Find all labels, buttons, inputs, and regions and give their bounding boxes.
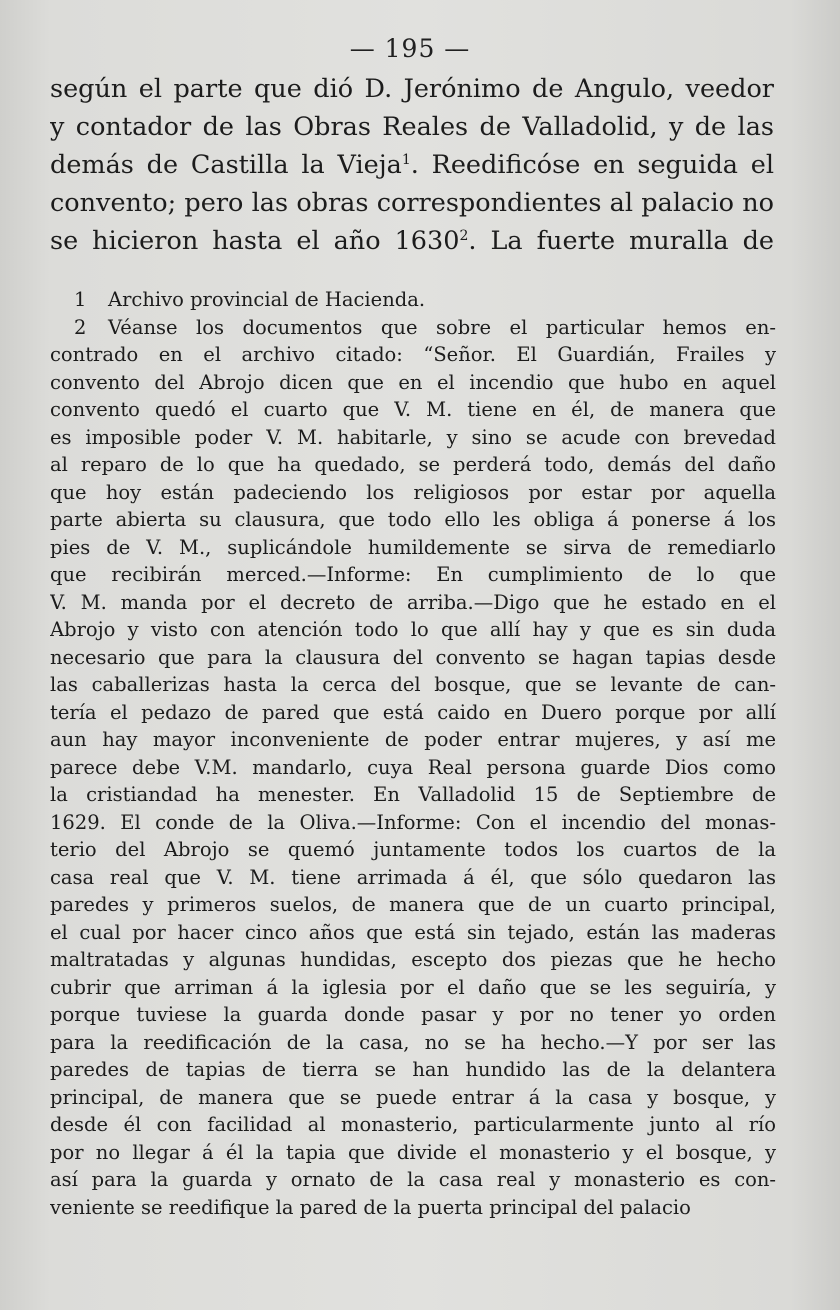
footnote-line: necesario que para la clausura del convento se hagan tapias desde <box>50 645 776 669</box>
footnote-line: paredes y primeros suelos, de manera que de un cuarto principal, <box>50 893 776 916</box>
footnote-marker: 1 <box>401 151 411 168</box>
text-line: convento; pero las obras correspondientes al palacio no <box>50 188 774 218</box>
footnote-line: convento quedó el cuarto que V. M. tiene en él, de manera que <box>50 398 776 421</box>
footnote-marker: 2 <box>459 227 469 244</box>
text-segment: demás de Castilla la Vieja <box>50 150 402 180</box>
text-line <box>50 222 774 260</box>
footnote-text: Véanse los documentos que sobre el particular hemos en- <box>108 315 776 339</box>
footnote-line: para la reedificación de la casa, no se ha hecho.—Y por ser las <box>50 1030 776 1054</box>
footnote-line: la cristiandad ha menester. En Valladolid 15 de Septiembre de <box>50 783 776 806</box>
text-segment: . La fuerte muralla de <box>468 226 774 256</box>
footnotes <box>50 286 776 1221</box>
footnote-line: que hoy están padeciendo los religiosos por estar por aquella <box>50 480 776 504</box>
footnote-line: Abrojo y visto con atención todo lo que allí hay y que es sin duda <box>50 618 776 641</box>
footnote-line: aun hay mayor inconveniente de poder entrar mujeres, y así me <box>50 728 776 751</box>
footnote-line: al reparo de lo que ha quedado, se perderá todo, demás del daño <box>50 453 776 476</box>
footnote-2 <box>50 314 776 1222</box>
text-line: y contador de las Obras Reales de Valladolid, y de las <box>50 112 774 142</box>
footnote-line: que recibirán merced.—Informe: En cumplimiento de lo que <box>50 563 776 586</box>
footnote-line: así para la guarda y ornato de la casa real y monasterio es con- <box>50 1168 776 1191</box>
footnote-line: el cual por hacer cinco años que está sin tejado, están las maderas <box>50 920 776 944</box>
text-line: según el parte que dió D. Jerónimo de Angulo, veedor <box>50 74 774 104</box>
footnote-number: 1 <box>74 288 87 311</box>
footnote-line: contrado en el archivo citado: “Señor. El Guardián, Frailes y <box>50 343 776 366</box>
text-segment: se hicieron hasta el año 1630 <box>50 226 460 256</box>
main-text <box>50 70 774 260</box>
footnote-line: casa real que V. M. tiene arrimada á él, que sólo quedaron las <box>50 865 776 889</box>
footnote-line: porque tuviese la guarda donde pasar y por no tener yo orden <box>50 1003 776 1026</box>
footnote-line: terio del Abrojo se quemó juntamente todos los cuartos de la <box>50 838 776 861</box>
footnote-line: 1629. El conde de la Oliva.—Informe: Con el incendio del monas- <box>50 810 776 834</box>
page-number: — 195 — <box>349 34 471 63</box>
footnote-line: desde él con facilidad al monasterio, particularmente junto al río <box>50 1113 776 1136</box>
footnote-line <box>50 314 776 342</box>
footnote-text: Archivo provincial de Hacienda. <box>108 288 426 311</box>
footnote-number: 2 <box>74 315 87 339</box>
footnote-1 <box>50 286 776 314</box>
footnote-line: maltratadas y algunas hundidas, escepto dos piezas que he hecho <box>50 948 776 971</box>
footnote-line: convento del Abrojo dicen que en el incendio que hubo en aquel <box>50 370 776 394</box>
footnote-line: parte abierta su clausura, que todo ello les obliga á ponerse á los <box>50 508 776 531</box>
footnote-line: parece debe V.M. mandarlo, cuya Real persona guarde Dios como <box>50 755 776 779</box>
footnote-line: veniente se reedifique la pared de la puerta principal del palacio <box>50 1195 691 1219</box>
text-line <box>50 146 774 184</box>
text-segment: . Reedificóse en seguida el <box>410 150 774 180</box>
footnote-line: paredes de tapias de tierra se han hundido las de la delantera <box>50 1058 776 1081</box>
footnote-line: pies de V. M., suplicándole humildemente se sirva de remediarlo <box>50 535 776 559</box>
footnote-line: V. M. manda por el decreto de arriba.—Digo que he estado en el <box>50 590 776 614</box>
footnote-line: principal, de manera que se puede entrar á la casa y bosque, y <box>50 1085 776 1109</box>
footnote-line: cubrir que arriman á la iglesia por el daño que se les seguiría, y <box>50 975 776 999</box>
footnote-line: por no llegar á él la tapia que divide el monasterio y el bosque, y <box>50 1140 776 1164</box>
footnote-line: es imposible poder V. M. habitarle, y sino se acude con brevedad <box>50 425 776 449</box>
footnote-line: tería el pedazo de pared que está caido en Duero porque por allí <box>50 700 776 724</box>
footnote-line: las caballerizas hasta la cerca del bosque, que se levante de can- <box>50 673 776 696</box>
